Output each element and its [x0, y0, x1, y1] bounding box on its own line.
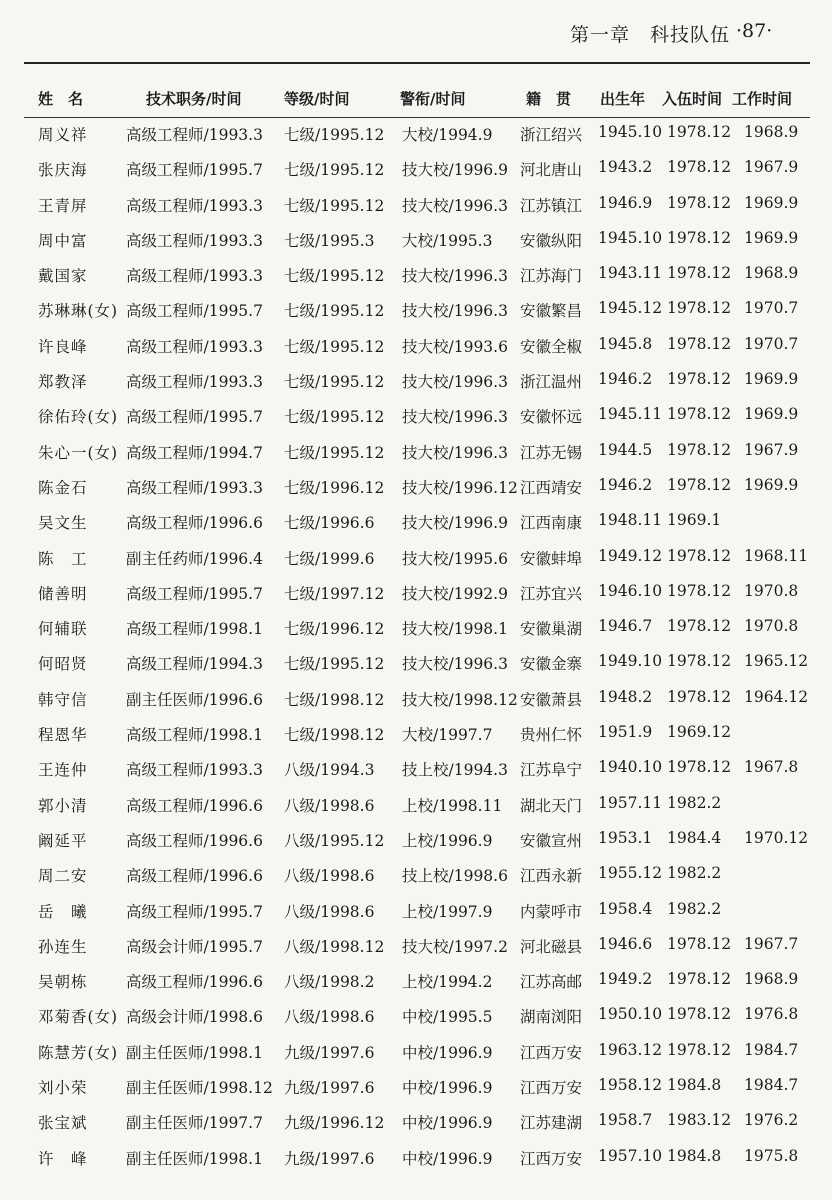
birth-cell: 1950.10: [598, 1005, 663, 1024]
enlist-cell: 1978.12: [667, 370, 732, 389]
table-row: [0, 400, 832, 435]
birth-cell: 1955.12: [598, 864, 663, 883]
column-header-name: 姓 名: [38, 90, 84, 108]
birth-cell: 1945.10: [598, 123, 663, 141]
title-cell: 高级工程师/1996.6: [126, 867, 263, 886]
grade-cell: 八级/1998.12: [284, 937, 385, 956]
chapter-title: 第一章 科技队伍: [570, 24, 731, 46]
grade-cell: 七级/1995.12: [284, 126, 385, 144]
origin-cell: 江西南康: [520, 514, 583, 533]
column-header-grade: 等级/时间: [284, 90, 350, 108]
title-cell: 高级工程师/1993.3: [126, 761, 263, 780]
enlist-cell: 1978.12: [667, 264, 732, 283]
title-cell: 高级工程师/1995.7: [126, 584, 263, 603]
birth-cell: 1948.11: [598, 511, 663, 530]
birth-cell: 1944.5: [598, 440, 653, 459]
birth-cell: 1958.7: [598, 1111, 653, 1130]
rank-cell: 中校/1995.5: [402, 1008, 493, 1027]
grade-cell: 七级/1996.6: [284, 514, 375, 533]
page-number: ·87·: [736, 20, 773, 42]
birth-cell: 1940.10: [598, 758, 663, 777]
title-cell: 副主任医师/1998.1: [126, 1043, 263, 1062]
origin-cell: 安徽金寨: [520, 655, 583, 674]
origin-cell: 江西永新: [520, 867, 583, 886]
enlist-cell: 1978.12: [667, 1005, 732, 1024]
work-cell: 1969.9: [744, 193, 799, 212]
name-cell: 王青屏: [38, 196, 88, 215]
origin-cell: 江苏建湖: [520, 1114, 583, 1133]
rank-cell: 中校/1996.9: [402, 1043, 493, 1062]
work-cell: 1976.8: [744, 1005, 799, 1024]
enlist-cell: 1978.12: [667, 228, 732, 247]
table-row: [0, 436, 832, 471]
title-cell: 副主任医师/1996.6: [126, 690, 263, 709]
origin-cell: 安徽蚌埠: [520, 549, 583, 568]
name-cell: 程恩华: [38, 726, 88, 745]
enlist-cell: 1978.12: [667, 334, 732, 353]
work-cell: 1965.12: [744, 652, 809, 671]
birth-cell: 1945.8: [598, 334, 653, 353]
work-cell: 1967.9: [744, 440, 799, 459]
rank-cell: 大校/1995.3: [402, 231, 493, 250]
work-cell: 1976.2: [744, 1111, 799, 1130]
grade-cell: 七级/1998.12: [284, 690, 385, 709]
name-cell: 孙连生: [38, 937, 88, 956]
enlist-cell: 1982.2: [667, 899, 722, 918]
work-cell: 1968.9: [744, 264, 799, 283]
birth-cell: 1963.12: [598, 1040, 663, 1059]
title-cell: 高级工程师/1994.3: [126, 655, 263, 674]
work-cell: 1967.8: [744, 758, 799, 777]
enlist-cell: 1978.12: [667, 475, 732, 494]
grade-cell: 八级/1994.3: [284, 761, 375, 780]
birth-cell: 1948.2: [598, 687, 653, 706]
work-cell: 1967.9: [744, 158, 799, 177]
title-cell: 高级工程师/1995.7: [126, 302, 263, 321]
grade-cell: 七级/1996.12: [284, 620, 385, 639]
birth-cell: 1946.9: [598, 193, 653, 212]
name-cell: 阚延平: [38, 831, 88, 850]
table-row: [0, 365, 832, 400]
origin-cell: 江西万安: [520, 1079, 583, 1098]
enlist-cell: 1978.12: [667, 581, 732, 600]
enlist-cell: 1984.8: [667, 1076, 722, 1095]
rank-cell: 技大校/1996.9: [402, 161, 508, 180]
rank-cell: 技大校/1993.6: [402, 337, 508, 356]
origin-cell: 河北唐山: [520, 161, 583, 180]
enlist-cell: 1978.12: [667, 158, 732, 177]
title-cell: 高级工程师/1993.3: [126, 373, 263, 392]
work-cell: 1984.7: [744, 1040, 799, 1059]
rank-cell: 技大校/1996.3: [402, 373, 508, 392]
name-cell: 许 峰: [38, 1149, 88, 1168]
table-row: [0, 824, 832, 859]
name-cell: 吴朝栋: [38, 973, 88, 992]
grade-cell: 七级/1995.12: [284, 373, 385, 392]
origin-cell: 内蒙呼市: [520, 902, 583, 921]
column-header-title: 技术职务/时间: [146, 90, 242, 108]
rank-cell: 技上校/1994.3: [402, 761, 508, 780]
grade-cell: 八级/1998.6: [284, 796, 375, 815]
name-cell: 郑教泽: [38, 373, 88, 392]
table-row: [0, 224, 832, 259]
rank-cell: 技大校/1998.12: [402, 690, 518, 709]
origin-cell: 江苏宜兴: [520, 584, 583, 603]
enlist-cell: 1978.12: [667, 123, 732, 141]
name-cell: 何昭贤: [38, 655, 88, 674]
table-row: [0, 859, 832, 894]
birth-cell: 1945.11: [598, 405, 663, 424]
work-cell: 1969.9: [744, 228, 799, 247]
name-cell: 韩守信: [38, 690, 88, 709]
enlist-cell: 1978.12: [667, 758, 732, 777]
table-row: [0, 1142, 832, 1177]
work-cell: 1970.7: [744, 334, 799, 353]
origin-cell: 安徽全椒: [520, 337, 583, 356]
rank-cell: 技大校/1997.2: [402, 937, 508, 956]
work-cell: 1968.9: [744, 970, 799, 989]
birth-cell: 1958.12: [598, 1076, 663, 1095]
rank-cell: 技大校/1996.3: [402, 302, 508, 321]
title-cell: 高级工程师/1995.7: [126, 161, 263, 180]
rank-cell: 技大校/1996.9: [402, 514, 508, 533]
origin-cell: 江苏无锡: [520, 443, 583, 462]
name-cell: 张庆海: [38, 161, 88, 180]
birth-cell: 1957.11: [598, 793, 663, 812]
origin-cell: 湖北天门: [520, 796, 583, 815]
name-cell: 许良峰: [38, 337, 88, 356]
grade-cell: 七级/1995.12: [284, 196, 385, 215]
grade-cell: 八级/1998.6: [284, 867, 375, 886]
rank-cell: 技大校/1995.6: [402, 549, 508, 568]
title-cell: 高级工程师/1996.6: [126, 514, 263, 533]
origin-cell: 安徽宣州: [520, 831, 583, 850]
table-row: [0, 647, 832, 682]
rank-cell: 技上校/1998.6: [402, 867, 508, 886]
rank-cell: 技大校/1992.9: [402, 584, 508, 603]
rank-cell: 技大校/1996.12: [402, 478, 518, 497]
work-cell: 1975.8: [744, 1146, 799, 1165]
title-cell: 副主任医师/1997.7: [126, 1114, 263, 1133]
work-cell: 1964.12: [744, 687, 809, 706]
title-cell: 高级工程师/1994.7: [126, 443, 263, 462]
birth-cell: 1953.1: [598, 828, 653, 847]
rank-cell: 技大校/1996.3: [402, 196, 508, 215]
table-row: [0, 118, 832, 153]
rank-cell: 大校/1997.7: [402, 726, 493, 745]
enlist-cell: 1982.2: [667, 864, 722, 883]
title-cell: 高级工程师/1993.3: [126, 478, 263, 497]
origin-cell: 江苏海门: [520, 267, 583, 286]
birth-cell: 1946.10: [598, 581, 663, 600]
table-row: [0, 542, 832, 577]
table-row: [0, 718, 832, 753]
table-row: [0, 789, 832, 824]
title-cell: 高级工程师/1998.1: [126, 726, 263, 745]
work-cell: 1970.12: [744, 828, 809, 847]
column-header-enlist: 入伍时间: [662, 90, 723, 108]
title-cell: 高级工程师/1995.7: [126, 408, 263, 427]
birth-cell: 1946.2: [598, 370, 653, 389]
enlist-cell: 1978.12: [667, 687, 732, 706]
birth-cell: 1946.7: [598, 617, 653, 636]
rank-cell: 上校/1998.11: [402, 796, 503, 815]
table-row: [0, 965, 832, 1000]
table-row: [0, 259, 832, 294]
enlist-cell: 1984.8: [667, 1146, 722, 1165]
name-cell: 周中富: [38, 231, 88, 250]
origin-cell: 江苏阜宁: [520, 761, 583, 780]
column-header-birth: 出生年: [600, 90, 646, 108]
column-header-origin: 籍 贯: [526, 90, 572, 108]
birth-cell: 1957.10: [598, 1146, 663, 1165]
enlist-cell: 1978.12: [667, 1040, 732, 1059]
table-row: [0, 1036, 832, 1071]
enlist-cell: 1978.12: [667, 617, 732, 636]
name-cell: 岳 曦: [38, 902, 88, 921]
birth-cell: 1945.12: [598, 299, 663, 318]
rank-cell: 上校/1994.2: [402, 973, 493, 992]
birth-cell: 1949.10: [598, 652, 663, 671]
birth-cell: 1958.4: [598, 899, 653, 918]
title-cell: 高级工程师/1998.1: [126, 620, 263, 639]
column-header-work: 工作时间: [732, 90, 793, 108]
name-cell: 周二安: [38, 867, 88, 886]
enlist-cell: 1978.12: [667, 440, 732, 459]
table-row: [0, 1106, 832, 1141]
title-cell: 副主任医师/1998.1: [126, 1149, 263, 1168]
page-header: [0, 20, 832, 52]
origin-cell: 浙江温州: [520, 373, 583, 392]
name-cell: 陈慧芳(女): [38, 1043, 119, 1062]
title-cell: 副主任药师/1996.4: [126, 549, 263, 568]
origin-cell: 安徽怀远: [520, 408, 583, 427]
title-cell: 高级工程师/1995.7: [126, 902, 263, 921]
name-cell: 何辅联: [38, 620, 88, 639]
work-cell: 1984.7: [744, 1076, 799, 1095]
grade-cell: 七级/1995.12: [284, 337, 385, 356]
name-cell: 储善明: [38, 584, 88, 603]
table-row: [0, 189, 832, 224]
grade-cell: 七级/1998.12: [284, 726, 385, 745]
birth-cell: 1946.6: [598, 934, 653, 953]
origin-cell: 江西靖安: [520, 478, 583, 497]
enlist-cell: 1978.12: [667, 546, 732, 565]
name-cell: 吴文生: [38, 514, 88, 533]
origin-cell: 安徽萧县: [520, 690, 583, 709]
work-cell: 1968.11: [744, 546, 809, 565]
table-row: [0, 330, 832, 365]
grade-cell: 九级/1997.6: [284, 1149, 375, 1168]
rank-cell: 技大校/1996.3: [402, 267, 508, 286]
origin-cell: 贵州仁怀: [520, 726, 583, 745]
rank-cell: 技大校/1996.3: [402, 443, 508, 462]
table-row: [0, 612, 832, 647]
header-rule: [24, 62, 810, 64]
enlist-cell: 1978.12: [667, 193, 732, 212]
table-row: [0, 471, 832, 506]
grade-cell: 七级/1999.6: [284, 549, 375, 568]
grade-cell: 七级/1995.12: [284, 267, 385, 286]
origin-cell: 江苏高邮: [520, 973, 583, 992]
table-row: [0, 1071, 832, 1106]
origin-cell: 河北磁县: [520, 937, 583, 956]
birth-cell: 1943.2: [598, 158, 653, 177]
name-cell: 朱心一(女): [38, 443, 119, 462]
name-cell: 郭小清: [38, 796, 88, 815]
title-cell: 高级工程师/1993.3: [126, 196, 263, 215]
enlist-cell: 1978.12: [667, 970, 732, 989]
table-row: [0, 930, 832, 965]
grade-cell: 七级/1995.12: [284, 655, 385, 674]
rank-cell: 上校/1996.9: [402, 831, 493, 850]
grade-cell: 九级/1996.12: [284, 1114, 385, 1133]
name-cell: 刘小荣: [38, 1079, 88, 1098]
enlist-cell: 1978.12: [667, 652, 732, 671]
enlist-cell: 1969.1: [667, 511, 722, 530]
work-cell: 1970.7: [744, 299, 799, 318]
name-cell: 邓菊香(女): [38, 1008, 119, 1027]
enlist-cell: 1978.12: [667, 934, 732, 953]
origin-cell: 安徽巢湖: [520, 620, 583, 639]
title-cell: 高级工程师/1996.6: [126, 831, 263, 850]
grade-cell: 七级/1995.12: [284, 302, 385, 321]
grade-cell: 七级/1997.12: [284, 584, 385, 603]
birth-cell: 1949.2: [598, 970, 653, 989]
table-row: [0, 895, 832, 930]
enlist-cell: 1982.2: [667, 793, 722, 812]
rank-cell: 技大校/1998.1: [402, 620, 508, 639]
rank-cell: 中校/1996.9: [402, 1079, 493, 1098]
title-cell: 高级会计师/1995.7: [126, 937, 263, 956]
origin-cell: 湖南浏阳: [520, 1008, 583, 1027]
table-body: [0, 118, 832, 1177]
origin-cell: 江苏镇江: [520, 196, 583, 215]
title-cell: 高级工程师/1996.6: [126, 796, 263, 815]
name-cell: 张宝斌: [38, 1114, 88, 1133]
work-cell: 1969.9: [744, 475, 799, 494]
name-cell: 王连仲: [38, 761, 88, 780]
grade-cell: 九级/1997.6: [284, 1043, 375, 1062]
work-cell: 1970.8: [744, 581, 799, 600]
name-cell: 陈金石: [38, 478, 88, 497]
work-cell: 1970.8: [744, 617, 799, 636]
title-cell: 高级工程师/1993.3: [126, 126, 263, 144]
name-cell: 徐佑玲(女): [38, 408, 119, 427]
origin-cell: 江西万安: [520, 1149, 583, 1168]
birth-cell: 1951.9: [598, 723, 653, 742]
title-cell: 高级工程师/1996.6: [126, 973, 263, 992]
enlist-cell: 1978.12: [667, 405, 732, 424]
origin-cell: 安徽繁昌: [520, 302, 583, 321]
name-cell: 周义祥: [38, 126, 88, 144]
rank-cell: 中校/1996.9: [402, 1114, 493, 1133]
grade-cell: 八级/1998.6: [284, 902, 375, 921]
title-cell: 高级会计师/1998.6: [126, 1008, 263, 1027]
table-row: [0, 506, 832, 541]
origin-cell: 江西万安: [520, 1043, 583, 1062]
birth-cell: 1945.10: [598, 228, 663, 247]
work-cell: 1968.9: [744, 123, 799, 141]
enlist-cell: 1984.4: [667, 828, 722, 847]
table-row: [0, 753, 832, 788]
column-header-rank: 警衔/时间: [400, 90, 466, 108]
rank-cell: 技大校/1996.3: [402, 655, 508, 674]
grade-cell: 七级/1995.3: [284, 231, 375, 250]
grade-cell: 八级/1995.12: [284, 831, 385, 850]
grade-cell: 八级/1998.2: [284, 973, 375, 992]
title-cell: 高级工程师/1993.3: [126, 231, 263, 250]
rank-cell: 中校/1996.9: [402, 1149, 493, 1168]
name-cell: 苏琳琳(女): [38, 302, 119, 321]
grade-cell: 八级/1998.6: [284, 1008, 375, 1027]
grade-cell: 七级/1996.12: [284, 478, 385, 497]
grade-cell: 七级/1995.12: [284, 161, 385, 180]
birth-cell: 1943.11: [598, 264, 663, 283]
title-cell: 高级工程师/1993.3: [126, 267, 263, 286]
rank-cell: 上校/1997.9: [402, 902, 493, 921]
name-cell: 陈 工: [38, 549, 88, 568]
birth-cell: 1946.2: [598, 475, 653, 494]
rank-cell: 技大校/1996.3: [402, 408, 508, 427]
work-cell: 1969.9: [744, 405, 799, 424]
work-cell: 1969.9: [744, 370, 799, 389]
birth-cell: 1949.12: [598, 546, 663, 565]
table-row: [0, 577, 832, 612]
table-row: [0, 153, 832, 188]
grade-cell: 七级/1995.12: [284, 443, 385, 462]
table-row: [0, 294, 832, 329]
table-row: [0, 1000, 832, 1035]
rank-cell: 大校/1994.9: [402, 126, 493, 144]
title-cell: 副主任医师/1998.12: [126, 1079, 273, 1098]
work-cell: 1967.7: [744, 934, 799, 953]
name-cell: 戴国家: [38, 267, 88, 286]
origin-cell: 浙江绍兴: [520, 126, 583, 144]
origin-cell: 安徽纵阳: [520, 231, 583, 250]
enlist-cell: 1983.12: [667, 1111, 732, 1130]
grade-cell: 七级/1995.12: [284, 408, 385, 427]
enlist-cell: 1969.12: [667, 723, 732, 742]
grade-cell: 九级/1997.6: [284, 1079, 375, 1098]
enlist-cell: 1978.12: [667, 299, 732, 318]
table-row: [0, 683, 832, 718]
title-cell: 高级工程师/1993.3: [126, 337, 263, 356]
